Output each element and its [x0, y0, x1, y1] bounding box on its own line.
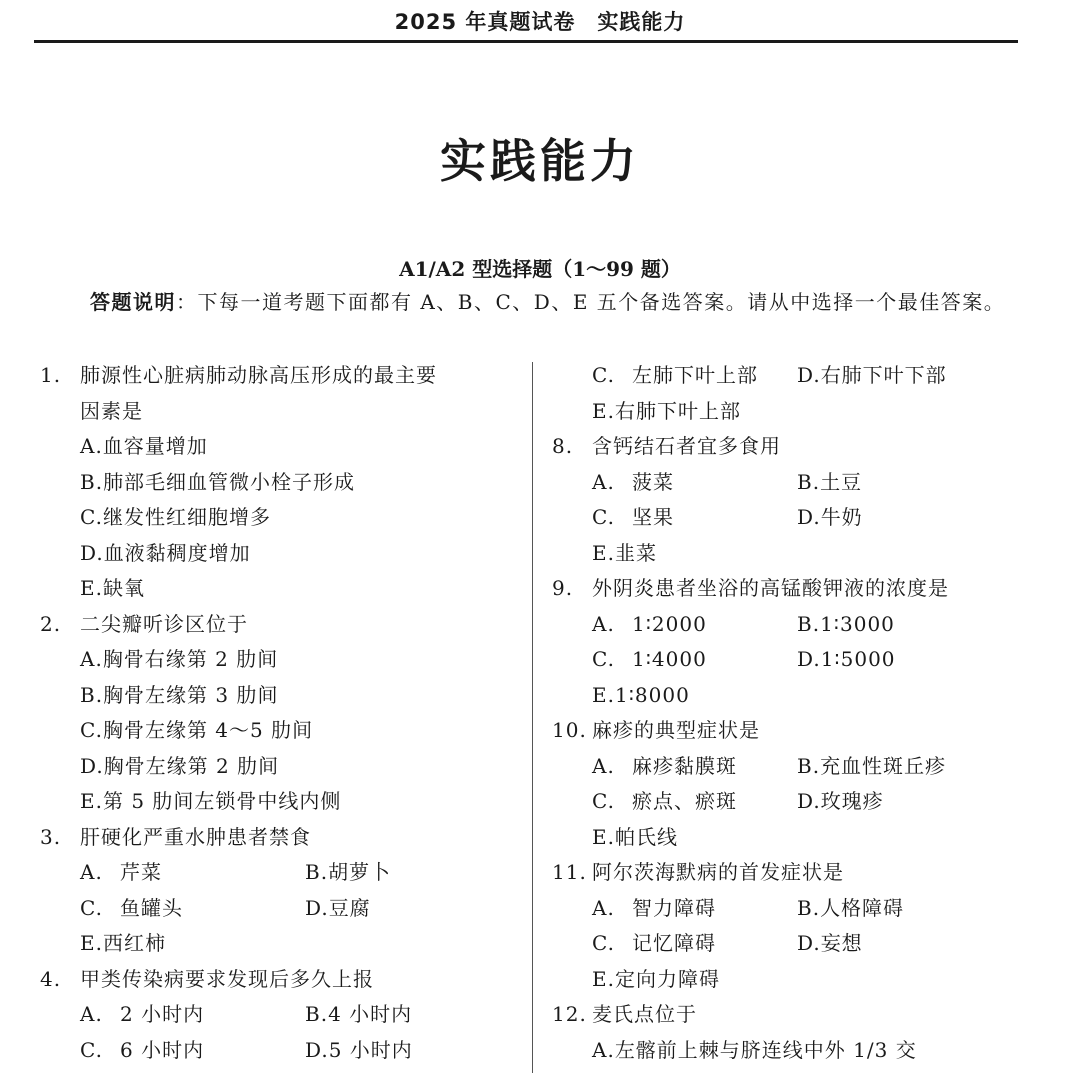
option-row: C. 鱼罐头 D.豆腐: [80, 895, 371, 920]
option: C.胸骨左缘第 4～5 肋间: [80, 718, 314, 742]
instruction-text: ：下每一道考题下面都有 A、B、C、D、E 五个备选答案。请从中选择一个最佳答案。: [176, 290, 1006, 314]
left-column: [40, 358, 520, 1068]
option-row: C. 6 小时内 D.5 小时内: [80, 1037, 413, 1062]
option: B.胸骨左缘第 3 肋间: [80, 682, 279, 707]
option-row: A. 2 小时内 B.4 小时内: [80, 1002, 413, 1026]
option: A.胸骨右缘第 2 肋间: [80, 647, 279, 671]
option: D.血液黏稠度增加: [80, 540, 251, 565]
question-11: 11. 阿尔茨海默病的首发症状是: [552, 860, 844, 884]
question-8: 8. 含钙结石者宜多食用: [552, 434, 781, 458]
option-row: C. 记忆障碍 D.妄想: [592, 931, 863, 955]
option: A.左髂前上棘与脐连线中外 1/3 交: [592, 1037, 917, 1062]
option: E.韭菜: [592, 540, 657, 565]
instruction-label: 答题说明: [90, 290, 176, 314]
right-column: [552, 358, 1042, 1068]
question-4: 4. 甲类传染病要求发现后多久上报: [40, 966, 374, 991]
instruction: [48, 286, 1024, 318]
option-row: A. 麻疹黏膜斑 B.充血性斑丘疹: [592, 753, 947, 778]
option-row: A. 芹菜 B.胡萝卜: [80, 860, 392, 884]
option-row: C. 1∶4000 D.1∶5000: [592, 647, 896, 671]
option: E.定向力障碍: [592, 966, 720, 991]
option: E.右肺下叶上部: [592, 398, 741, 423]
option-row: C. 左肺下叶上部 D.右肺下叶下部: [592, 363, 947, 387]
option: E.西红柿: [80, 931, 166, 955]
option: B.肺部毛细血管微小栓子形成: [80, 469, 356, 494]
option: E.1∶8000: [592, 682, 690, 707]
page-title: 实践能力: [440, 134, 640, 188]
option: E.帕氏线: [592, 824, 678, 849]
option: D.胸骨左缘第 2 肋间: [80, 753, 280, 778]
option-row: A. 菠菜 B.土豆: [592, 469, 863, 494]
question-12: 12. 麦氏点位于: [552, 1002, 697, 1026]
question-10: 10. 麻疹的典型症状是: [552, 718, 760, 742]
option: E.第 5 肋间左锁骨中线内侧: [80, 789, 342, 813]
question-9: 9. 外阴炎患者坐浴的高锰酸钾液的浓度是: [552, 576, 949, 600]
option-row: C. 瘀点、瘀斑 D.玫瑰疹: [592, 789, 884, 813]
question-2: 2. 二尖瓣听诊区位于: [40, 611, 248, 636]
question-1-stem-cont: 因素是: [80, 398, 143, 423]
option-row: C. 坚果 D.牛奶: [592, 505, 863, 529]
running-header: 2025 年真题试卷 实践能力: [394, 10, 686, 34]
option: E.缺氧: [80, 576, 145, 600]
option: A.血容量增加: [80, 434, 208, 458]
option-row: A. 1∶2000 B.1∶3000: [592, 611, 895, 636]
option-row: A. 智力障碍 B.人格障碍: [592, 895, 905, 920]
option: C.继发性红细胞增多: [80, 505, 271, 529]
section-heading: A1/A2 型选择题（1～99 题）: [399, 257, 681, 281]
header-rule: [34, 40, 1018, 43]
question-1: 1. 肺源性心脏病肺动脉高压形成的最主要: [40, 363, 437, 387]
question-3: 3. 肝硬化严重水肿患者禁食: [40, 824, 311, 849]
column-divider: [532, 362, 533, 1073]
